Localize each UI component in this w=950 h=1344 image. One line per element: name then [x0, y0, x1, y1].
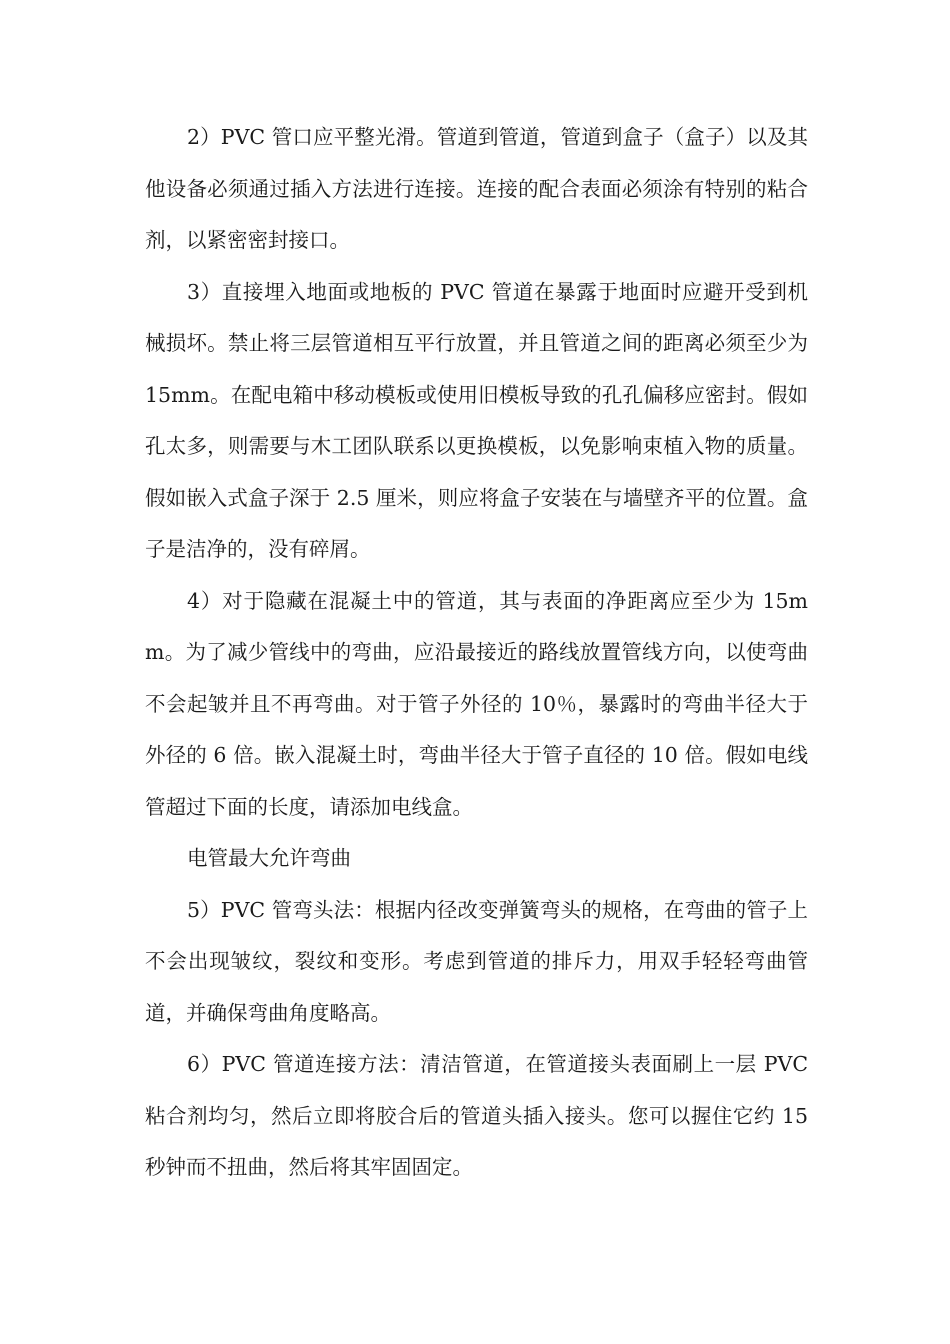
- document-body: [145, 112, 808, 1194]
- paragraph-5: 5）PVC 管弯头法：根据内径改变弹簧弯头的规格，在弯曲的管子上不会出现皱纹，裂纹和变形。考虑到管道的排斥力，用双手轻轻弯曲管道，并确保弯曲角度略高。: [145, 897, 808, 1025]
- section-heading: 电管最大允许弯曲: [187, 846, 351, 870]
- paragraph-3: 3）直接埋入地面或地板的 PVC 管道在暴露于地面时应避开受到机械损坏。禁止将三层管道相互平行放置，并且管道之间的距离必须至少为 15mm。在配电箱中移动模板或使用旧模板导致的孔孔偏移应密封。假如孔太多，则需要与木工团队联系以更换模板，以免影响束植入物的质量。假如嵌入式盒子深于 2.5 厘米，则应将盒子安装在与墙壁齐平的位置。盒子是洁净的，没有碎屑。: [145, 279, 808, 561]
- paragraph-2: 2）PVC 管口应平整光滑。管道到管道，管道到盒子（盒子）以及其他设备必须通过插入方法进行连接。连接的配合表面必须涂有特别的粘合剂，以紧密密封接口。: [145, 125, 808, 252]
- paragraph-4: 4）对于隐藏在混凝土中的管道，其与表面的净距离应至少为 15mm。为了减少管线中的弯曲，应沿最接近的路线放置管线方向，以使弯曲不会起皱并且不再弯曲。对于管子外径的 10％，暴露时的弯曲半径大于外径的 6 倍。嵌入混凝土时，弯曲半径大于管子直径的 10 倍。假如电线管超过下面的长度，请添加电线盒。: [145, 588, 808, 819]
- paragraph-6: 6）PVC 管道连接方法：清洁管道，在管道接头表面刷上一层 PVC 粘合剂均匀，然后立即将胶合后的管道头插入接头。您可以握住它约 15 秒钟而不扭曲，然后将其牢固固定。: [145, 1052, 808, 1179]
